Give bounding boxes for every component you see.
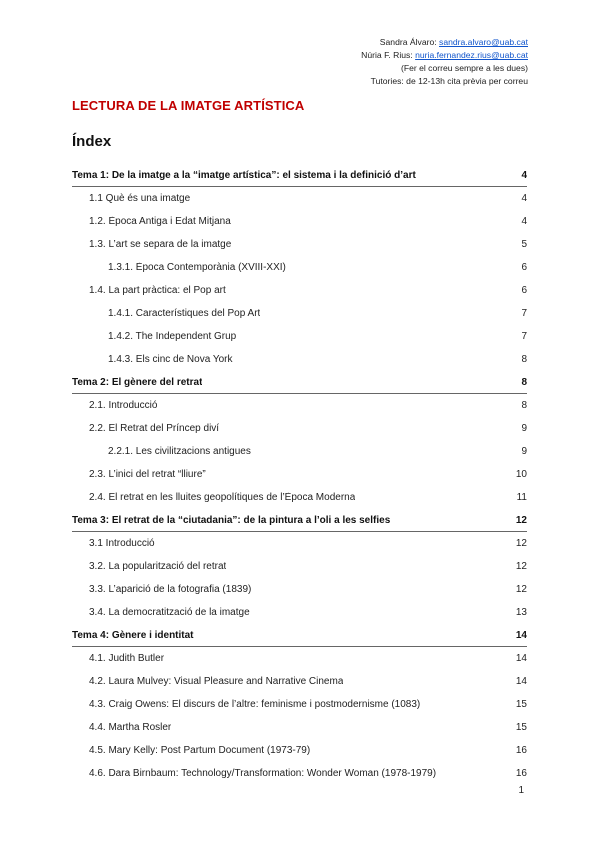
- page-number: 1: [518, 785, 524, 796]
- toc-entry-page: 16: [515, 768, 527, 779]
- toc-entry-label: Tema 2: El gènere del retrat: [72, 376, 203, 388]
- toc-entry-label: 4.3. Craig Owens: El discurs de l’altre: feminisme i postmodernisme (1083): [89, 699, 421, 710]
- toc-entry-label: 1.2. Època Antiga i Edat Mitjana: [89, 216, 231, 227]
- toc-entry[interactable]: [72, 187, 527, 210]
- toc-entry[interactable]: [72, 210, 527, 233]
- toc-entry[interactable]: [72, 302, 527, 325]
- toc-entry-page: 9: [521, 423, 527, 434]
- toc-entry-label: 2.3. L’inici del retrat “lliure”: [89, 469, 206, 480]
- email-note: (Fer el correu sempre a les dues): [400, 63, 528, 73]
- toc-entry[interactable]: [72, 670, 527, 693]
- table-of-contents: [72, 164, 527, 785]
- toc-entry[interactable]: [72, 693, 527, 716]
- contact-name: Sandra Álvaro:: [379, 37, 440, 47]
- toc-entry[interactable]: [72, 578, 527, 601]
- toc-entry-page: 6: [521, 262, 527, 273]
- toc-entry-page: 15: [515, 722, 527, 733]
- toc-entry-label: Tema 4: Gènere i identitat: [72, 629, 194, 641]
- toc-entry-label: 1.4.1. Característiques del Pop Art: [108, 308, 261, 319]
- toc-entry-page: 14: [515, 676, 527, 687]
- toc-entry-label: 2.2. El Retrat del Príncep diví: [89, 423, 220, 434]
- toc-entry[interactable]: [72, 463, 527, 486]
- toc-section-heading[interactable]: [72, 371, 527, 394]
- toc-entry[interactable]: [72, 440, 527, 463]
- toc-entry[interactable]: [72, 394, 527, 417]
- toc-entry[interactable]: [72, 417, 527, 440]
- toc-entry-label: 3.4. La democratització de la imatge: [89, 607, 250, 618]
- toc-entry-page: 8: [521, 400, 527, 411]
- email-link-nuria[interactable]: nuria.fernandez.rius@uab.cat: [415, 50, 528, 60]
- toc-entry-page: 5: [521, 239, 527, 250]
- toc-entry-page: 7: [521, 308, 527, 319]
- index-heading: Índex: [72, 133, 112, 150]
- toc-entry-page: 12: [515, 561, 527, 572]
- toc-section-heading[interactable]: [72, 624, 527, 647]
- toc-entry-label: 1.4.3. Els cinc de Nova York: [108, 354, 233, 365]
- toc-entry-label: 3.3. L’aparició de la fotografia (1839): [89, 584, 252, 595]
- toc-entry[interactable]: [72, 647, 527, 670]
- toc-entry-page: 12: [515, 538, 527, 549]
- toc-entry-page: 14: [515, 629, 527, 641]
- toc-entry-page: 4: [521, 216, 527, 227]
- toc-entry[interactable]: [72, 486, 527, 509]
- toc-section-heading[interactable]: [72, 164, 527, 187]
- toc-entry-page: 15: [515, 699, 527, 710]
- toc-section-heading[interactable]: [72, 509, 527, 532]
- email-link-sandra[interactable]: sandra.alvaro@uab.cat: [439, 37, 528, 47]
- contact-name: Núria F. Rius:: [361, 50, 416, 60]
- toc-entry[interactable]: [72, 532, 527, 555]
- toc-entry-label: 3.1 Introducció: [89, 538, 155, 549]
- toc-entry-page: 6: [521, 285, 527, 296]
- document-title: LECTURA DE LA IMATGE ARTÍSTICA: [72, 98, 305, 113]
- toc-entry-page: 7: [521, 331, 527, 342]
- toc-entry-label: 3.2. La popularització del retrat: [89, 561, 227, 572]
- toc-entry[interactable]: [72, 325, 527, 348]
- toc-entry[interactable]: [72, 762, 527, 785]
- toc-entry-label: 4.2. Laura Mulvey: Visual Pleasure and Narrative Cinema: [89, 676, 344, 687]
- toc-entry-page: 11: [516, 492, 527, 503]
- toc-entry[interactable]: [72, 256, 527, 279]
- toc-entry-page: 4: [521, 193, 527, 204]
- toc-entry-page: 10: [515, 469, 527, 480]
- toc-entry-label: 2.4. El retrat en les lluites geopolítiques de l’Època Moderna: [89, 492, 356, 503]
- toc-entry-label: Tema 3: El retrat de la “ciutadania”: de la pintura a l’oli a les selfies: [72, 514, 391, 526]
- toc-entry-label: 1.1 Què és una imatge: [89, 193, 191, 204]
- toc-entry-label: 4.5. Mary Kelly: Post Partum Document (1973-79): [89, 745, 311, 756]
- toc-entry[interactable]: [72, 348, 527, 371]
- toc-entry[interactable]: [72, 555, 527, 578]
- contact-header: [361, 36, 528, 88]
- toc-entry-page: 13: [515, 607, 527, 618]
- toc-entry-page: 12: [515, 514, 527, 526]
- toc-entry-page: 8: [521, 376, 527, 388]
- toc-entry-label: Tema 1: De la imatge a la “imatge artística”: el sistema i la definició d’art: [72, 169, 416, 181]
- toc-entry[interactable]: [72, 233, 527, 256]
- toc-entry[interactable]: [72, 601, 527, 624]
- tutoring-info: Tutories: de 12-13h cita prèvia per correu: [370, 76, 528, 86]
- toc-entry-label: 4.1. Judith Butler: [89, 653, 165, 664]
- toc-entry[interactable]: [72, 716, 527, 739]
- toc-entry-label: 2.1. Introducció: [89, 400, 158, 411]
- toc-entry-page: 12: [515, 584, 527, 595]
- toc-entry[interactable]: [72, 279, 527, 302]
- toc-entry-label: 1.4. La part pràctica: el Pop art: [89, 285, 226, 296]
- toc-entry-page: 16: [515, 745, 527, 756]
- toc-entry-label: 4.6. Dara Birnbaum: Technology/Transformation: Wonder Woman (1978-1979): [89, 768, 437, 779]
- toc-entry-label: 1.3. L’art se separa de la imatge: [89, 239, 232, 250]
- toc-entry-label: 1.4.2. The Independent Grup: [108, 331, 237, 342]
- contact-line-nuria: [361, 49, 528, 62]
- toc-entry-page: 14: [515, 653, 527, 664]
- toc-entry-label: 4.4. Martha Rosler: [89, 722, 172, 733]
- toc-entry-label: 1.3.1. Època Contemporània (XVIII-XXI): [108, 262, 286, 273]
- toc-entry-page: 4: [521, 169, 527, 181]
- toc-entry-page: 8: [521, 354, 527, 365]
- toc-entry-label: 2.2.1. Les civilitzacions antigues: [108, 446, 251, 457]
- toc-entry-page: 9: [521, 446, 527, 457]
- contact-line-sandra: [361, 36, 528, 49]
- toc-entry[interactable]: [72, 739, 527, 762]
